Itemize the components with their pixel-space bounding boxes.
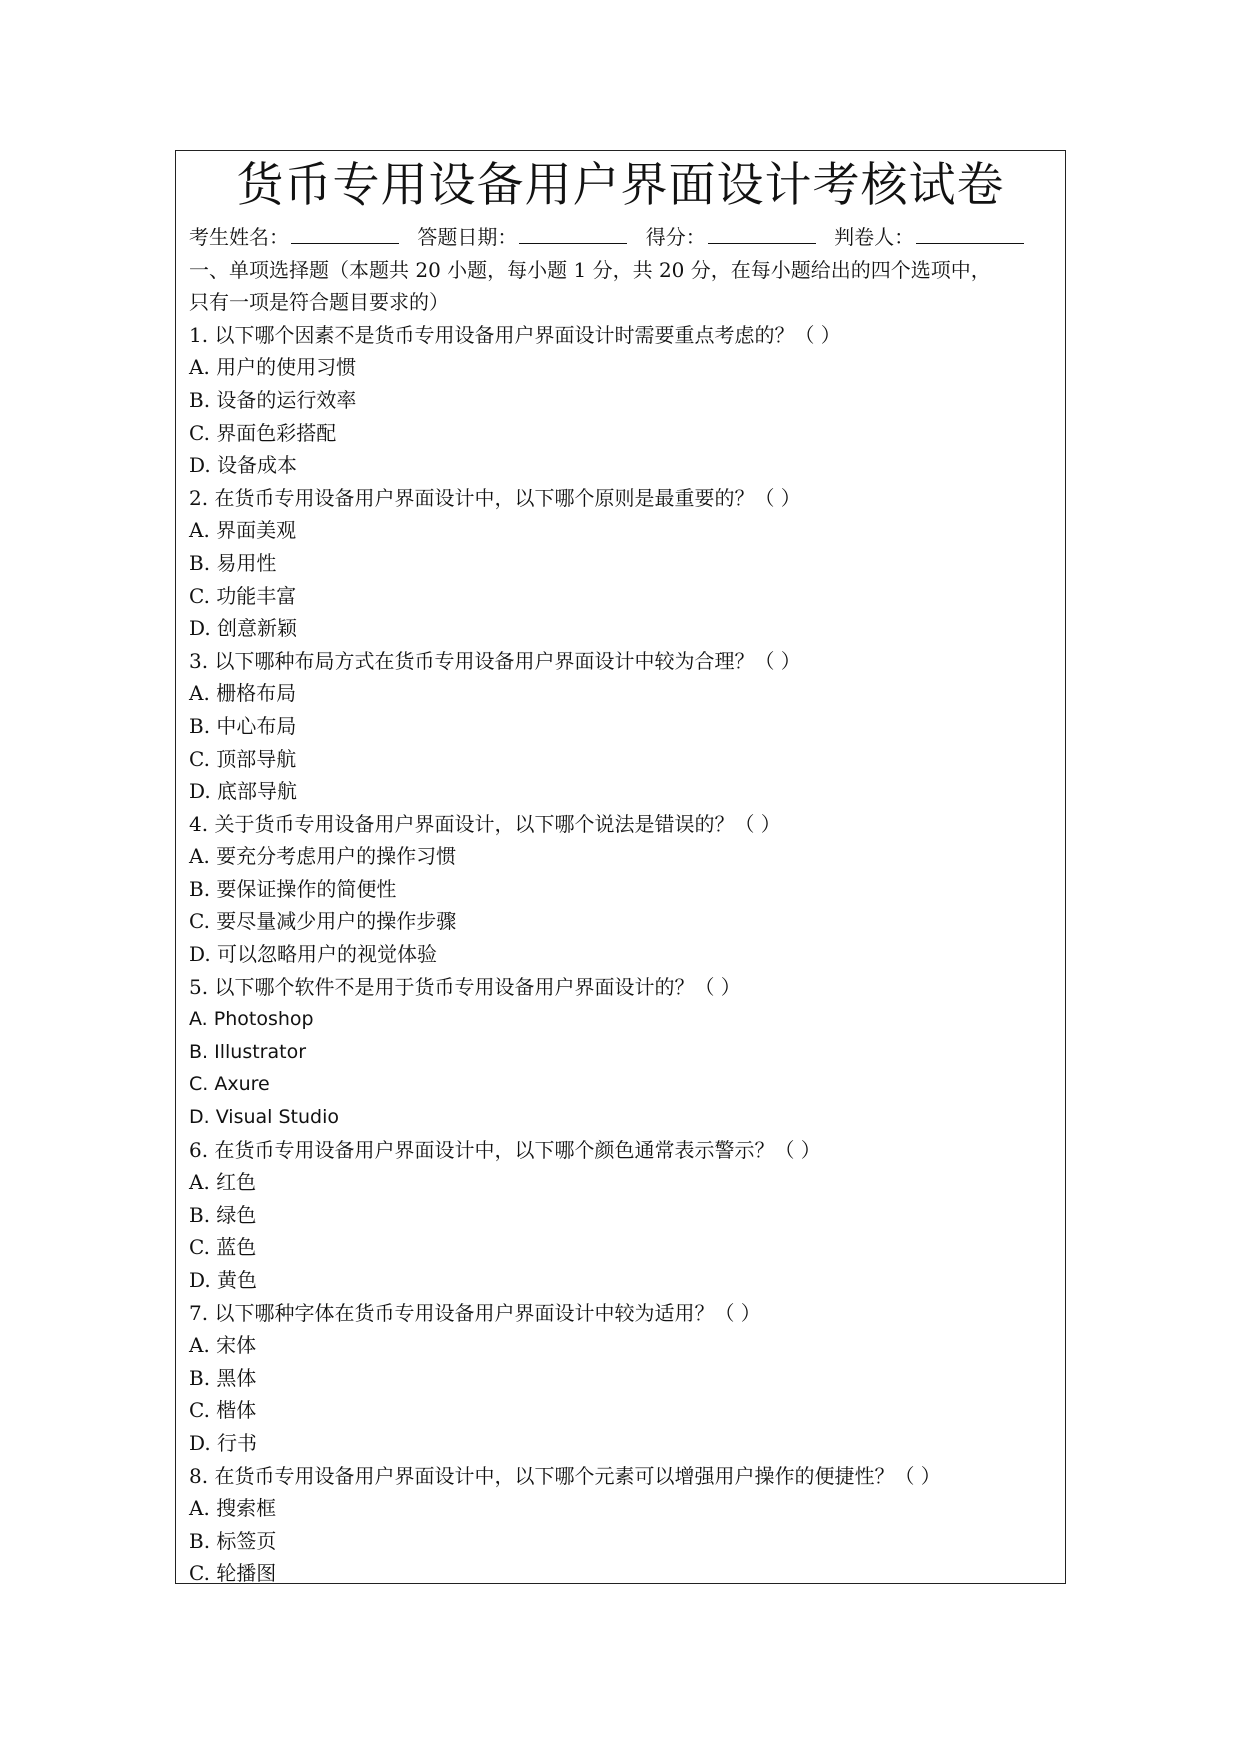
answer-option: B. 标签页 (189, 1528, 277, 1553)
info-blank-date[interactable] (519, 225, 627, 244)
answer-option: B. 黑体 (189, 1365, 257, 1390)
question-stem: 5. 以下哪个软件不是用于货币专用设备用户界面设计的？（ ） (189, 974, 741, 999)
answer-option: C. 顶部导航 (189, 746, 297, 771)
answer-option: A. Photoshop (189, 1008, 314, 1031)
info-blank-name[interactable] (291, 225, 399, 244)
candidate-info-row (189, 221, 1053, 254)
answer-option: A. 用户的使用习惯 (189, 355, 357, 380)
question-stem: 6. 在货币专用设备用户界面设计中，以下哪个颜色通常表示警示？（ ） (189, 1137, 821, 1162)
info-label-grader: 判卷人： (834, 225, 915, 249)
answer-option: B. 中心布局 (189, 713, 297, 738)
answer-option: A. 栅格布局 (189, 681, 297, 706)
answer-option: D. 行书 (189, 1430, 258, 1455)
info-label-name: 考生姓名： (189, 225, 289, 249)
section-heading-line-2: 只有一项是符合题目要求的） (189, 290, 449, 315)
answer-option: C. 要尽量减少用户的操作步骤 (189, 909, 457, 934)
answer-option: A. 界面美观 (189, 518, 297, 543)
answer-option: C. 轮播图 (189, 1561, 277, 1586)
answer-option: A. 搜索框 (189, 1496, 277, 1521)
page-title: 货币专用设备用户界面设计考核试卷 (236, 158, 1005, 213)
answer-option: B. 易用性 (189, 550, 277, 575)
answer-option: D. 黄色 (189, 1268, 258, 1292)
exam-content (189, 221, 1053, 1590)
answer-option: A. 宋体 (189, 1333, 257, 1358)
answer-option: D. 可以忽略用户的视觉体验 (189, 942, 438, 967)
answer-option: D. Visual Studio (189, 1106, 339, 1129)
answer-option: B. 要保证操作的简便性 (189, 876, 397, 901)
info-label-score: 得分： (645, 225, 706, 249)
section-heading-line-1: 一、单项选择题（本题共 20 小题，每小题 1 分，共 20 分，在每小题给出的四个选项中， (189, 257, 991, 282)
info-label-date: 答题日期： (417, 225, 518, 249)
answer-option: C. 界面色彩搭配 (189, 420, 337, 445)
info-blank-score[interactable] (708, 225, 816, 244)
question-stem: 8. 在货币专用设备用户界面设计中，以下哪个元素可以增强用户操作的便捷性？（ ） (189, 1463, 941, 1488)
answer-option: D. 创意新颖 (189, 616, 298, 641)
answer-option: D. 底部导航 (189, 779, 298, 804)
answer-option: B. Illustrator (189, 1040, 307, 1063)
answer-option: B. 绿色 (189, 1202, 257, 1227)
question-stem: 2. 在货币专用设备用户界面设计中，以下哪个原则是最重要的？（ ） (189, 485, 801, 510)
question-stem: 7. 以下哪种字体在货币专用设备用户界面设计中较为适用？（ ） (189, 1300, 761, 1325)
question-list (189, 319, 1053, 1590)
answer-option: D. 设备成本 (189, 453, 298, 478)
answer-option: A. 红色 (189, 1170, 257, 1195)
question-stem: 4. 关于货币专用设备用户界面设计，以下哪个说法是错误的？（ ） (189, 811, 781, 836)
answer-option: C. Axure (189, 1073, 270, 1096)
exam-sheet (175, 150, 1066, 1584)
answer-option: C. 楷体 (189, 1398, 257, 1423)
answer-option: C. 功能丰富 (189, 583, 297, 608)
answer-option: A. 要充分考虑用户的操作习惯 (189, 844, 457, 869)
question-stem: 3. 以下哪种布局方式在货币专用设备用户界面设计中较为合理？（ ） (189, 648, 801, 673)
question-stem: 1. 以下哪个因素不是货币专用设备用户界面设计时需要重点考虑的？（ ） (189, 322, 841, 347)
info-blank-grader[interactable] (916, 225, 1024, 244)
answer-option: B. 设备的运行效率 (189, 387, 357, 412)
answer-option: C. 蓝色 (189, 1235, 257, 1260)
